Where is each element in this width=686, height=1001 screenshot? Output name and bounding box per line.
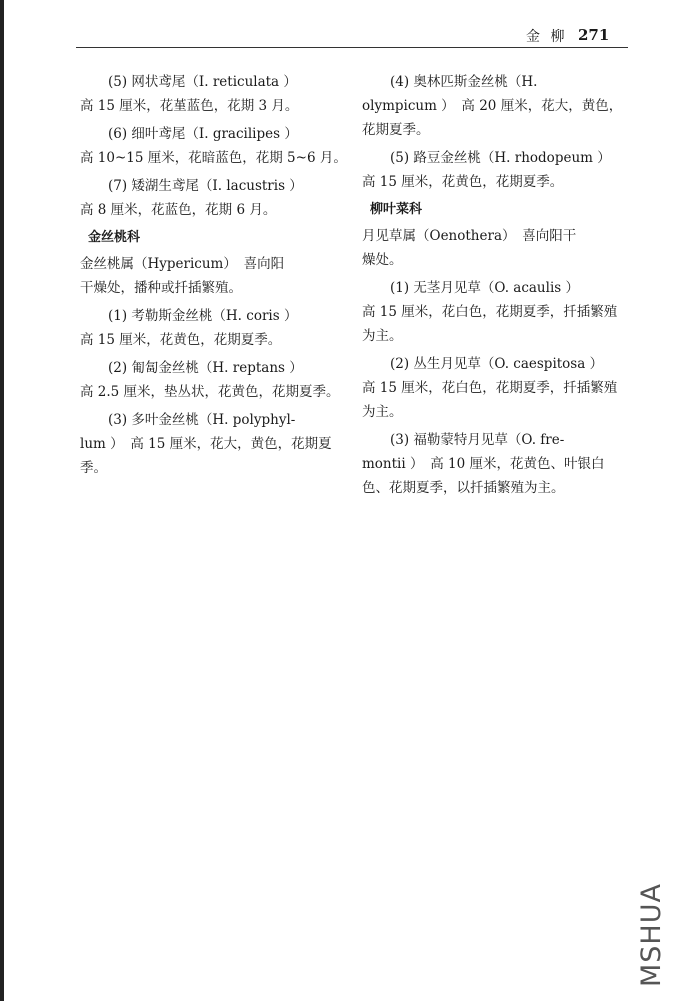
entry-first-line: (3) 多叶金丝桃（H. polyphyl- — [108, 412, 296, 428]
species-entry — [80, 356, 348, 404]
entry-description: 高 15 厘米，花黄色，花期夏季。 — [80, 332, 282, 348]
species-entry — [80, 252, 348, 300]
entry-description: olympicum ） 高 20 厘米，花大，黄色，花期夏季。 — [362, 98, 623, 138]
entry-description: 燥处。 — [362, 252, 403, 268]
species-entry — [80, 174, 348, 222]
entry-first-line: (4) 奥林匹斯金丝桃（H. — [390, 74, 538, 90]
species-entry — [362, 146, 624, 194]
entry-description: 高 15 厘米，花黄色，花期夏季。 — [362, 174, 564, 190]
species-entry — [362, 352, 624, 424]
species-entry — [362, 428, 624, 500]
entry-description: 高 15 厘米，花白色，花期夏季，扦插繁殖为主。 — [362, 304, 618, 344]
entry-description: 高 15 厘米，花堇蓝色，花期 3 月。 — [80, 98, 299, 114]
entry-first-line: (2) 丛生月见草（O. caespitosa ） — [390, 356, 604, 372]
left-column — [80, 70, 348, 484]
species-entry — [80, 408, 348, 480]
entry-first-line: (1) 考勒斯金丝桃（H. coris ） — [108, 308, 298, 324]
entry-description: montii ） 高 10 厘米，花黄色、叶银白色、花期夏季，以扦插繁殖为主。 — [362, 456, 605, 496]
page-left-edge — [0, 0, 4, 1001]
entry-first-line: (7) 矮湖生鸢尾（I. lacustris ） — [108, 178, 303, 194]
entry-first-line: (2) 匍匐金丝桃（H. reptans ） — [108, 360, 303, 376]
species-entry — [80, 122, 348, 170]
entry-description: 高 15 厘米，花白色，花期夏季，扦插繁殖为主。 — [362, 380, 618, 420]
family-heading: 金丝桃科 — [88, 230, 141, 245]
species-entry — [362, 224, 624, 272]
entry-first-line: 金丝桃属（Hypericum） 喜向阳 — [80, 256, 285, 272]
entry-first-line: (6) 细叶鸢尾（I. gracilipes ） — [108, 126, 298, 142]
entry-first-line: (1) 无茎月见草（O. acaulis ） — [390, 280, 579, 296]
species-entry — [80, 304, 348, 352]
entry-description: lum ） 高 15 厘米，花大，黄色，花期夏季。 — [80, 436, 332, 476]
entry-first-line: (3) 福勒蒙特月见草（O. fre- — [390, 432, 565, 448]
page-number: 271 — [578, 26, 610, 44]
right-column — [362, 70, 624, 504]
entry-first-line: (5) 路豆金丝桃（H. rhodopeum ） — [390, 150, 611, 166]
entry-description: 高 8 厘米，花蓝色，花期 6 月。 — [80, 202, 277, 218]
running-header: 金 柳 — [526, 29, 568, 45]
species-entry — [362, 276, 624, 348]
entry-description: 干燥处，播种或扦插繁殖。 — [80, 280, 242, 296]
species-entry — [362, 70, 624, 142]
family-heading: 柳叶菜科 — [370, 202, 423, 217]
entry-description: 高 2.5 厘米，垫丛状，花黄色，花期夏季。 — [80, 384, 340, 400]
header-rule — [76, 47, 628, 48]
entry-first-line: 月见草属（Oenothera） 喜向阳干 — [362, 228, 577, 244]
species-entry — [80, 70, 348, 118]
watermark: MSHUA — [636, 883, 667, 987]
entry-first-line: (5) 网状鸢尾（I. reticulata ） — [108, 74, 297, 90]
entry-description: 高 10~15 厘米，花暗蓝色，花期 5~6 月。 — [80, 150, 347, 166]
